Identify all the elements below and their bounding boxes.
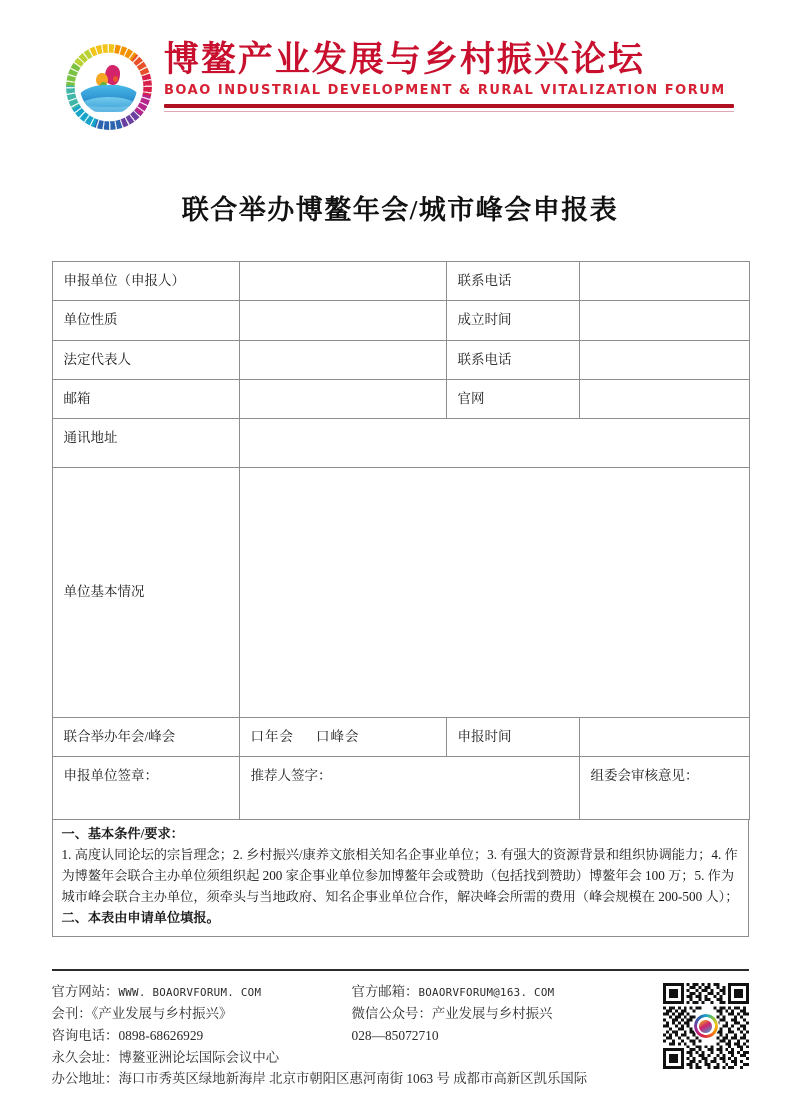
header-logo-block bbox=[66, 42, 734, 130]
label-journal: 会刊： bbox=[51, 1006, 92, 1022]
label-establish-date: 成立时间 bbox=[446, 301, 579, 340]
field-unit-nature[interactable] bbox=[239, 301, 446, 340]
label-phone: 咨询电话： bbox=[51, 1027, 119, 1043]
logo-title-english: BOAO INDUSTRIAL DEVELOPMENT & RURAL VITALIZATION FORUM bbox=[163, 82, 726, 98]
label-official-email: 官方邮箱： bbox=[351, 984, 419, 1000]
label-legal-representative: 法定代表人 bbox=[52, 340, 239, 379]
label-apply-time: 申报时间 bbox=[446, 718, 579, 757]
footer-contact-info bbox=[52, 981, 749, 1090]
field-email[interactable] bbox=[239, 379, 446, 418]
value-permanent-venue: 博鳌亚洲论坛国际会议中心 bbox=[118, 1049, 280, 1065]
label-unit-nature: 单位性质 bbox=[52, 301, 239, 340]
label-contact-phone-2: 联系电话 bbox=[446, 340, 579, 379]
label-permanent-venue: 永久会址： bbox=[51, 1049, 119, 1065]
field-committee-opinion[interactable]: 组委会审核意见： bbox=[579, 757, 749, 820]
header-rule-thin bbox=[164, 111, 734, 112]
document-header bbox=[0, 0, 800, 130]
field-establish-date[interactable] bbox=[579, 301, 749, 340]
checkbox-city-summit[interactable]: 口峰会 bbox=[316, 729, 360, 744]
logo-text-block bbox=[164, 42, 734, 112]
label-email: 邮箱 bbox=[52, 379, 239, 418]
joint-host-options bbox=[239, 718, 446, 757]
table-row bbox=[52, 379, 749, 418]
value-official-website: WWW. BOAORVFORUM. COM bbox=[118, 986, 262, 1000]
label-contact-phone-1: 联系电话 bbox=[446, 262, 579, 301]
qr-code-icon bbox=[663, 983, 749, 1069]
field-website[interactable] bbox=[579, 379, 749, 418]
table-row bbox=[52, 757, 749, 820]
field-apply-time[interactable] bbox=[579, 718, 749, 757]
label-applicant-unit: 申报单位（申报人） bbox=[52, 262, 239, 301]
document-footer bbox=[0, 969, 800, 1090]
application-form bbox=[52, 261, 749, 820]
value-phone: 0898-68626929 bbox=[118, 1027, 204, 1043]
field-contact-phone-2[interactable] bbox=[579, 340, 749, 379]
header-rule-thick bbox=[164, 104, 734, 108]
table-row bbox=[52, 468, 749, 718]
value-official-email: BOAORVFORUM@163. COM bbox=[418, 986, 555, 1000]
field-mailing-address[interactable] bbox=[239, 419, 749, 468]
page-title: 联合举办博鳌年会/城市峰会申报表 bbox=[181, 195, 619, 225]
label-joint-host-type: 联合举办年会/峰会 bbox=[52, 718, 239, 757]
qr-center-logo-icon bbox=[693, 1013, 719, 1039]
value-wechat: 产业发展与乡村振兴 bbox=[431, 1006, 553, 1022]
table-row bbox=[52, 419, 749, 468]
value-office-address: 海口市秀英区绿地新海岸 北京市朝阳区惠河南街 1063 号 成都市高新区凯乐国际 bbox=[118, 1071, 588, 1087]
table-row bbox=[52, 340, 749, 379]
checkbox-annual-meeting[interactable]: 口年会 bbox=[250, 729, 294, 744]
field-legal-representative[interactable] bbox=[239, 340, 446, 379]
notes-body: 1. 高度认同论坛的宗旨理念；2. 乡村振兴/康养文旅相关知名企事业单位；3. 有强大的资源背景和组织协调能力；4. 作为博鳌年会联合主办单位须组织起 200 家企事业单位参加博鳌年会或赞助（包括找到赞助）博鳌年会 100 万；5. 作为城市峰会联合主办单位，须牵头与当地政府、知名企事业单位合作，解决峰会所需的费用（峰会规模在 200-500 人）； bbox=[61, 847, 739, 904]
field-contact-phone-1[interactable] bbox=[579, 262, 749, 301]
boao-forum-emblem-icon bbox=[66, 44, 152, 130]
table-row bbox=[52, 301, 749, 340]
requirements-notes bbox=[52, 820, 749, 936]
value-phone-alt: 028—85072710 bbox=[351, 1027, 439, 1043]
value-journal: 《产业发展与乡村振兴》 bbox=[91, 1006, 233, 1022]
table-row bbox=[52, 718, 749, 757]
field-basic-info[interactable] bbox=[239, 468, 749, 718]
field-applicant-unit[interactable] bbox=[239, 262, 446, 301]
table-row bbox=[52, 262, 749, 301]
label-wechat: 微信公众号： bbox=[351, 1006, 432, 1022]
logo-title-chinese: 博鳌产业发展与乡村振兴论坛 bbox=[163, 40, 645, 79]
label-mailing-address: 通讯地址 bbox=[52, 419, 239, 468]
field-recommender-signature[interactable]: 推荐人签字： bbox=[239, 757, 579, 820]
label-website: 官网 bbox=[446, 379, 579, 418]
label-office-address: 办公地址： bbox=[51, 1071, 119, 1087]
label-basic-info: 单位基本情况 bbox=[52, 468, 239, 718]
notes-heading-two: 二、本表由申请单位填报。 bbox=[61, 909, 220, 925]
notes-heading-one: 一、基本条件/要求： bbox=[61, 826, 184, 842]
label-official-website: 官方网站： bbox=[51, 984, 119, 1000]
footer-divider bbox=[52, 969, 749, 971]
field-applicant-seal[interactable]: 申报单位签章： bbox=[52, 757, 239, 820]
